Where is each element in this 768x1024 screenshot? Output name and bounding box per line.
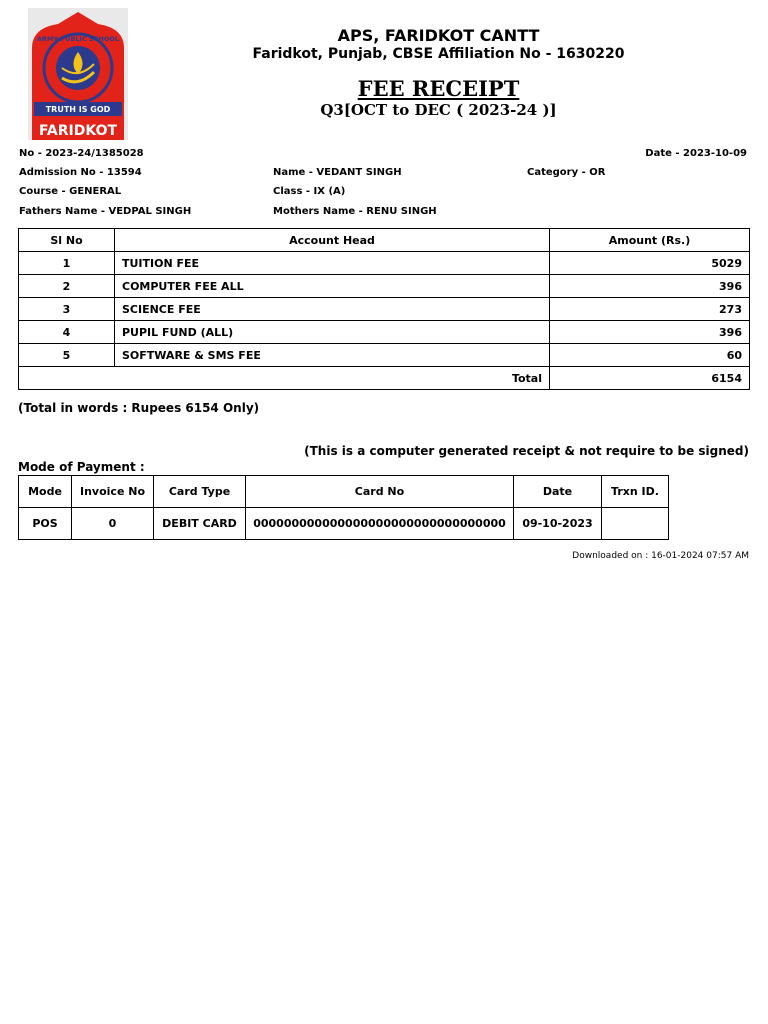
payment-table-header bbox=[19, 476, 669, 508]
student-class: Class - IX (A) bbox=[273, 186, 346, 197]
logo-motto: TRUTH IS GOD bbox=[45, 105, 111, 114]
account-head: SOFTWARE & SMS FEE bbox=[115, 344, 550, 367]
column-header: Mode bbox=[19, 476, 72, 508]
amount: 273 bbox=[550, 298, 750, 321]
account-head: TUITION FEE bbox=[115, 252, 550, 275]
amount: 5029 bbox=[550, 252, 750, 275]
fee-table-header bbox=[19, 229, 750, 252]
mother-name: Mothers Name - RENU SINGH bbox=[273, 206, 437, 217]
logo-city: FARIDKOT bbox=[38, 123, 118, 139]
total-in-words: (Total in words : Rupees 6154 Only) bbox=[18, 401, 260, 415]
payment-mode: POS bbox=[19, 508, 72, 540]
sl-no: 4 bbox=[19, 321, 115, 344]
school-logo bbox=[28, 8, 128, 140]
course: Course - GENERAL bbox=[19, 186, 122, 197]
account-head: COMPUTER FEE ALL bbox=[115, 275, 550, 298]
downloaded-timestamp: Downloaded on : 16-01-2024 07:57 AM bbox=[572, 551, 749, 561]
column-header: Sl No bbox=[19, 229, 115, 252]
column-header: Amount (Rs.) bbox=[550, 229, 750, 252]
column-header: Card No bbox=[246, 476, 514, 508]
invoice-no: 0 bbox=[72, 508, 154, 540]
sl-no: 5 bbox=[19, 344, 115, 367]
table-row bbox=[19, 321, 750, 344]
total-label: Total bbox=[19, 367, 550, 390]
column-header: Date bbox=[514, 476, 602, 508]
total-row bbox=[19, 367, 750, 390]
receipt-number: No - 2023-24/1385028 bbox=[19, 148, 144, 159]
card-type: DEBIT CARD bbox=[154, 508, 246, 540]
table-row bbox=[19, 252, 750, 275]
student-category: Category - OR bbox=[527, 167, 606, 178]
school-name: APS, FARIDKOT CANTT bbox=[337, 26, 540, 45]
computer-generated-note: (This is a computer generated receipt & not require to be signed) bbox=[304, 444, 749, 458]
trxn-id bbox=[602, 508, 669, 540]
sl-no: 3 bbox=[19, 298, 115, 321]
father-name: Fathers Name - VEDPAL SINGH bbox=[19, 206, 192, 217]
column-header: Trxn ID. bbox=[602, 476, 669, 508]
receipt-period: Q3[OCT to DEC ( 2023-24 )] bbox=[320, 101, 557, 119]
admission-number: Admission No - 13594 bbox=[19, 167, 142, 178]
column-header: Account Head bbox=[115, 229, 550, 252]
table-row bbox=[19, 298, 750, 321]
account-head: PUPIL FUND (ALL) bbox=[115, 321, 550, 344]
school-affiliation: Faridkot, Punjab, CBSE Affiliation No - 1630220 bbox=[252, 46, 625, 62]
account-head: SCIENCE FEE bbox=[115, 298, 550, 321]
column-header: Invoice No bbox=[72, 476, 154, 508]
column-header: Card Type bbox=[154, 476, 246, 508]
mode-of-payment-label: Mode of Payment : bbox=[18, 460, 145, 474]
logo-arc-text: ARMY PUBLIC SCHOOL bbox=[36, 35, 120, 43]
fee-table bbox=[18, 228, 750, 390]
amount: 396 bbox=[550, 321, 750, 344]
payment-table bbox=[18, 475, 669, 540]
receipt-date: Date - 2023-10-09 bbox=[645, 148, 747, 159]
total-amount: 6154 bbox=[550, 367, 750, 390]
payment-date: 09-10-2023 bbox=[514, 508, 602, 540]
amount: 396 bbox=[550, 275, 750, 298]
sl-no: 1 bbox=[19, 252, 115, 275]
card-no: 000000000000000000000000000000000 bbox=[246, 508, 514, 540]
sl-no: 2 bbox=[19, 275, 115, 298]
table-row bbox=[19, 344, 750, 367]
receipt-title: FEE RECEIPT bbox=[357, 76, 520, 101]
table-row bbox=[19, 508, 669, 540]
amount: 60 bbox=[550, 344, 750, 367]
table-row bbox=[19, 275, 750, 298]
student-name: Name - VEDANT SINGH bbox=[273, 167, 402, 178]
